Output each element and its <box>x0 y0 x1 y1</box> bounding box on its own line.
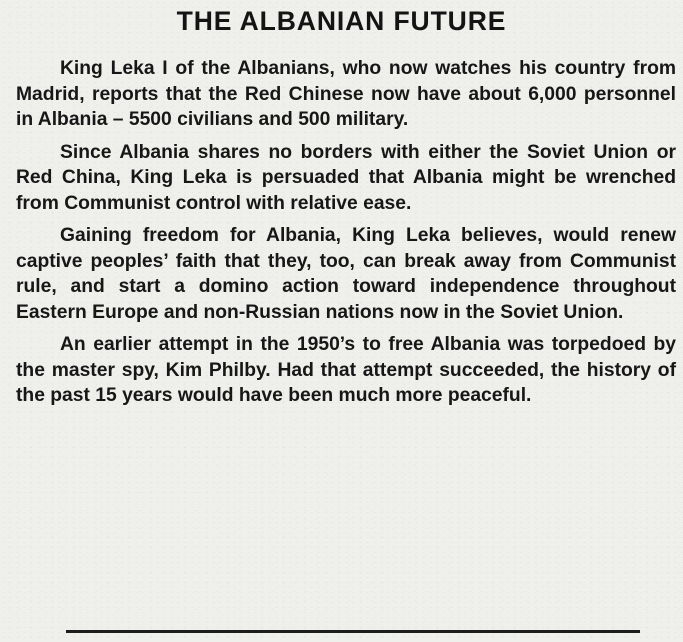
paragraph-2: Since Albania shares no borders with either the Soviet Union or Red China, King Leka is persuaded that Albania might be wrenched from Communist control with relative ease. <box>16 141 676 214</box>
paragraph-3: Gaining freedom for Albania, King Leka believes, would renew captive peoples’ faith that they, too, can break away from Communist rule, and start a domino action toward independence throughout Eastern Europe and non-Russian nations now in the Soviet Union. <box>16 225 676 323</box>
bottom-rule <box>66 630 640 633</box>
paragraph-1: King Leka I of the Albanians, who now watches his country from Madrid, reports that the Red Chinese now have about 6,000 personnel in Albania – 5500 civilians and 500 military. <box>16 58 676 130</box>
article-title: THE ALBANIAN FUTURE <box>176 6 507 36</box>
article-body <box>16 56 676 416</box>
paragraph-4: An earlier attempt in the 1950’s to free Albania was torpedoed by the master spy, Kim Philby. Had that attempt succeeded, the history of the past 15 years would have been much more peaceful. <box>16 334 676 406</box>
